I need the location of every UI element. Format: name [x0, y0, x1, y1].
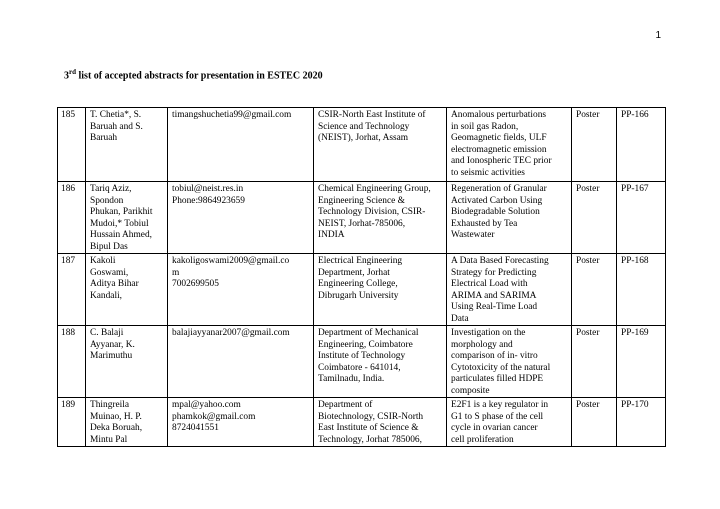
poster-code-cell: PP-169	[617, 326, 666, 398]
authors-line: Kakoli	[90, 256, 116, 266]
poster-code-cell: PP-168	[617, 254, 666, 326]
contact-cell	[168, 398, 314, 447]
authors-line: Ayyanar, K.	[90, 339, 135, 350]
authors-line: Hussain Ahmed,	[90, 230, 152, 240]
affiliation-line: Chemical Engineering Group,	[318, 184, 431, 194]
contact-cell	[168, 254, 314, 326]
authors-line: Phukan, Parikhit	[90, 207, 153, 217]
abstract-title-line: and Ionospheric TEC prior	[451, 156, 552, 166]
affiliation-line: Institute of Technology	[318, 351, 406, 361]
table-row	[58, 398, 666, 447]
authors-cell	[86, 326, 168, 398]
affiliation-line: Department of	[318, 400, 373, 410]
contact-line: balajiayyanar2007@gmail.com	[172, 328, 290, 338]
affiliation-line: Science and Technology	[318, 121, 410, 132]
contact-line: 8724041551	[172, 423, 219, 433]
heading-ordinal-suffix: rd	[69, 68, 76, 76]
affiliation-line: Electrical Engineering	[318, 256, 403, 266]
affiliation-line: Technology Division, CSIR-	[318, 207, 426, 217]
abstract-title-line: particulates filled HDPE	[451, 374, 544, 384]
affiliation-line: Department of Mechanical	[318, 328, 419, 338]
affiliation-cell	[314, 326, 447, 398]
abstract-title-line: Electrical Load with	[451, 279, 528, 289]
affiliation-line: CSIR-North East Institute of	[318, 110, 426, 120]
affiliation-cell	[314, 108, 447, 182]
abstract-title-line: electromagnetic emission	[451, 144, 547, 155]
authors-cell	[86, 254, 168, 326]
abstract-id: 187	[58, 254, 86, 326]
abstract-title-line: Wastewater	[451, 230, 495, 240]
abstracts-table	[57, 107, 666, 447]
contact-line: tobiul@neist.res.in	[172, 184, 244, 194]
abstract-title-line: morphology and	[451, 339, 513, 350]
affiliation-cell	[314, 398, 447, 447]
abstract-title-line: Investigation on the	[451, 328, 526, 338]
presentation-type-cell: Poster	[572, 398, 617, 447]
authors-line: Spondon	[90, 195, 124, 206]
authors-line: Bipul Das	[90, 241, 128, 252]
table-row	[58, 182, 666, 254]
table-row	[58, 326, 666, 398]
page-heading	[64, 68, 323, 81]
abstract-title-cell	[447, 398, 572, 447]
abstract-title-cell	[447, 326, 572, 398]
affiliation-line: Tamilnadu, India.	[318, 374, 385, 384]
affiliation-line: Engineering, Coimbatore	[318, 339, 413, 350]
affiliation-line: Department, Jorhat	[318, 267, 390, 278]
authors-line: Baruah and S.	[90, 121, 143, 132]
affiliation-line: Biotechnology, CSIR-North	[318, 411, 424, 422]
abstract-title-line: cell proliferation	[451, 434, 514, 445]
affiliation-cell	[314, 254, 447, 326]
affiliation-line: (NEIST), Jorhat, Assam	[318, 133, 409, 143]
affiliation-line: Engineering College,	[318, 279, 398, 289]
poster-code-cell: PP-166	[617, 108, 666, 182]
contact-cell	[168, 182, 314, 254]
abstract-title-cell	[447, 182, 572, 254]
page-number: 1	[655, 30, 661, 41]
authors-line: Marimuthu	[90, 351, 133, 361]
contact-line: mpal@yahoo.com	[172, 400, 241, 410]
abstract-title-line: Exhausted by Tea	[451, 218, 518, 229]
abstract-title-line: ARIMA and SARIMA	[451, 290, 537, 301]
heading-text: list of accepted abstracts for presentation in ESTEC 2020	[76, 70, 323, 82]
affiliation-line: Technology, Jorhat 785006,	[318, 434, 422, 445]
abstract-title-line: comparison of in- vitro	[451, 351, 538, 361]
affiliation-line: Coimbatore - 641014,	[318, 362, 401, 373]
abstract-title-cell	[447, 108, 572, 182]
abstract-title-line: Biodegradable Solution	[451, 207, 540, 217]
contact-line: Phone:9864923659	[172, 195, 245, 206]
affiliation-line: Dibrugarh University	[318, 290, 399, 301]
abstract-title-line: Regeneration of Granular	[451, 184, 547, 194]
contact-line: timangshuchetia99@gmail.com	[172, 110, 292, 120]
presentation-type-cell: Poster	[572, 182, 617, 254]
abstract-id: 185	[58, 108, 86, 182]
affiliation-line: NEIST, Jorhat-785006,	[318, 218, 406, 229]
authors-cell	[86, 108, 168, 182]
abstract-title-line: A Data Based Forecasting	[451, 256, 549, 266]
contact-cell	[168, 326, 314, 398]
abstract-id: 186	[58, 182, 86, 254]
abstract-id: 189	[58, 398, 86, 447]
authors-cell	[86, 182, 168, 254]
authors-line: Thingreila	[90, 400, 130, 410]
affiliation-line: Engineering Science &	[318, 195, 405, 206]
table-row	[58, 108, 666, 182]
table-row	[58, 254, 666, 326]
abstract-title-line: G1 to S phase of the cell	[451, 411, 544, 422]
authors-line: Deka Boruah,	[90, 423, 143, 433]
authors-line: Aditya Bihar	[90, 279, 139, 289]
abstract-title-line: Cytotoxicity of the natural	[451, 362, 551, 373]
authors-line: Mintu Pal	[90, 434, 128, 445]
authors-line: Muinao, H. P.	[90, 411, 142, 422]
abstract-title-line: to seismic activities	[451, 167, 525, 178]
abstract-title-cell	[447, 254, 572, 326]
poster-code-cell: PP-170	[617, 398, 666, 447]
affiliation-cell	[314, 182, 447, 254]
authors-line: C. Balaji	[90, 328, 124, 338]
abstract-title-line: in soil gas Radon,	[451, 121, 519, 132]
contact-cell	[168, 108, 314, 182]
authors-line: Tariq Aziz,	[90, 184, 132, 194]
affiliation-line: INDIA	[318, 230, 345, 240]
abstract-title-line: Using Real-Time Load	[451, 302, 538, 312]
presentation-type-cell: Poster	[572, 108, 617, 182]
authors-line: Goswami,	[90, 267, 129, 278]
contact-line: phamkok@gmail.com	[172, 411, 256, 422]
abstract-id: 188	[58, 326, 86, 398]
presentation-type-cell: Poster	[572, 254, 617, 326]
contact-line: 7002699505	[172, 279, 219, 289]
abstract-title-line: Data	[451, 313, 469, 324]
authors-line: T. Chetia*, S.	[90, 110, 142, 120]
abstract-title-line: Geomagnetic fields, ULF	[451, 133, 547, 143]
abstract-title-line: Anomalous perturbations	[451, 110, 547, 120]
abstract-title-line: Activated Carbon Using	[451, 195, 543, 206]
authors-line: Kandali,	[90, 290, 123, 301]
abstract-title-line: composite	[451, 385, 490, 396]
abstract-title-line: E2F1 is a key regulator in	[451, 400, 549, 410]
abstract-title-line: Strategy for Predicting	[451, 267, 537, 278]
authors-line: Baruah	[90, 133, 118, 143]
presentation-type-cell: Poster	[572, 326, 617, 398]
contact-line: m	[172, 267, 180, 278]
affiliation-line: East Institute of Science &	[318, 423, 419, 433]
authors-cell	[86, 398, 168, 447]
contact-line: kakoligoswami2009@gmail.co	[172, 256, 290, 266]
poster-code-cell: PP-167	[617, 182, 666, 254]
abstract-title-line: cycle in ovarian cancer	[451, 423, 538, 433]
heading-ordinal: 3	[64, 70, 69, 82]
authors-line: Mudoi,* Tobiul	[90, 218, 149, 229]
